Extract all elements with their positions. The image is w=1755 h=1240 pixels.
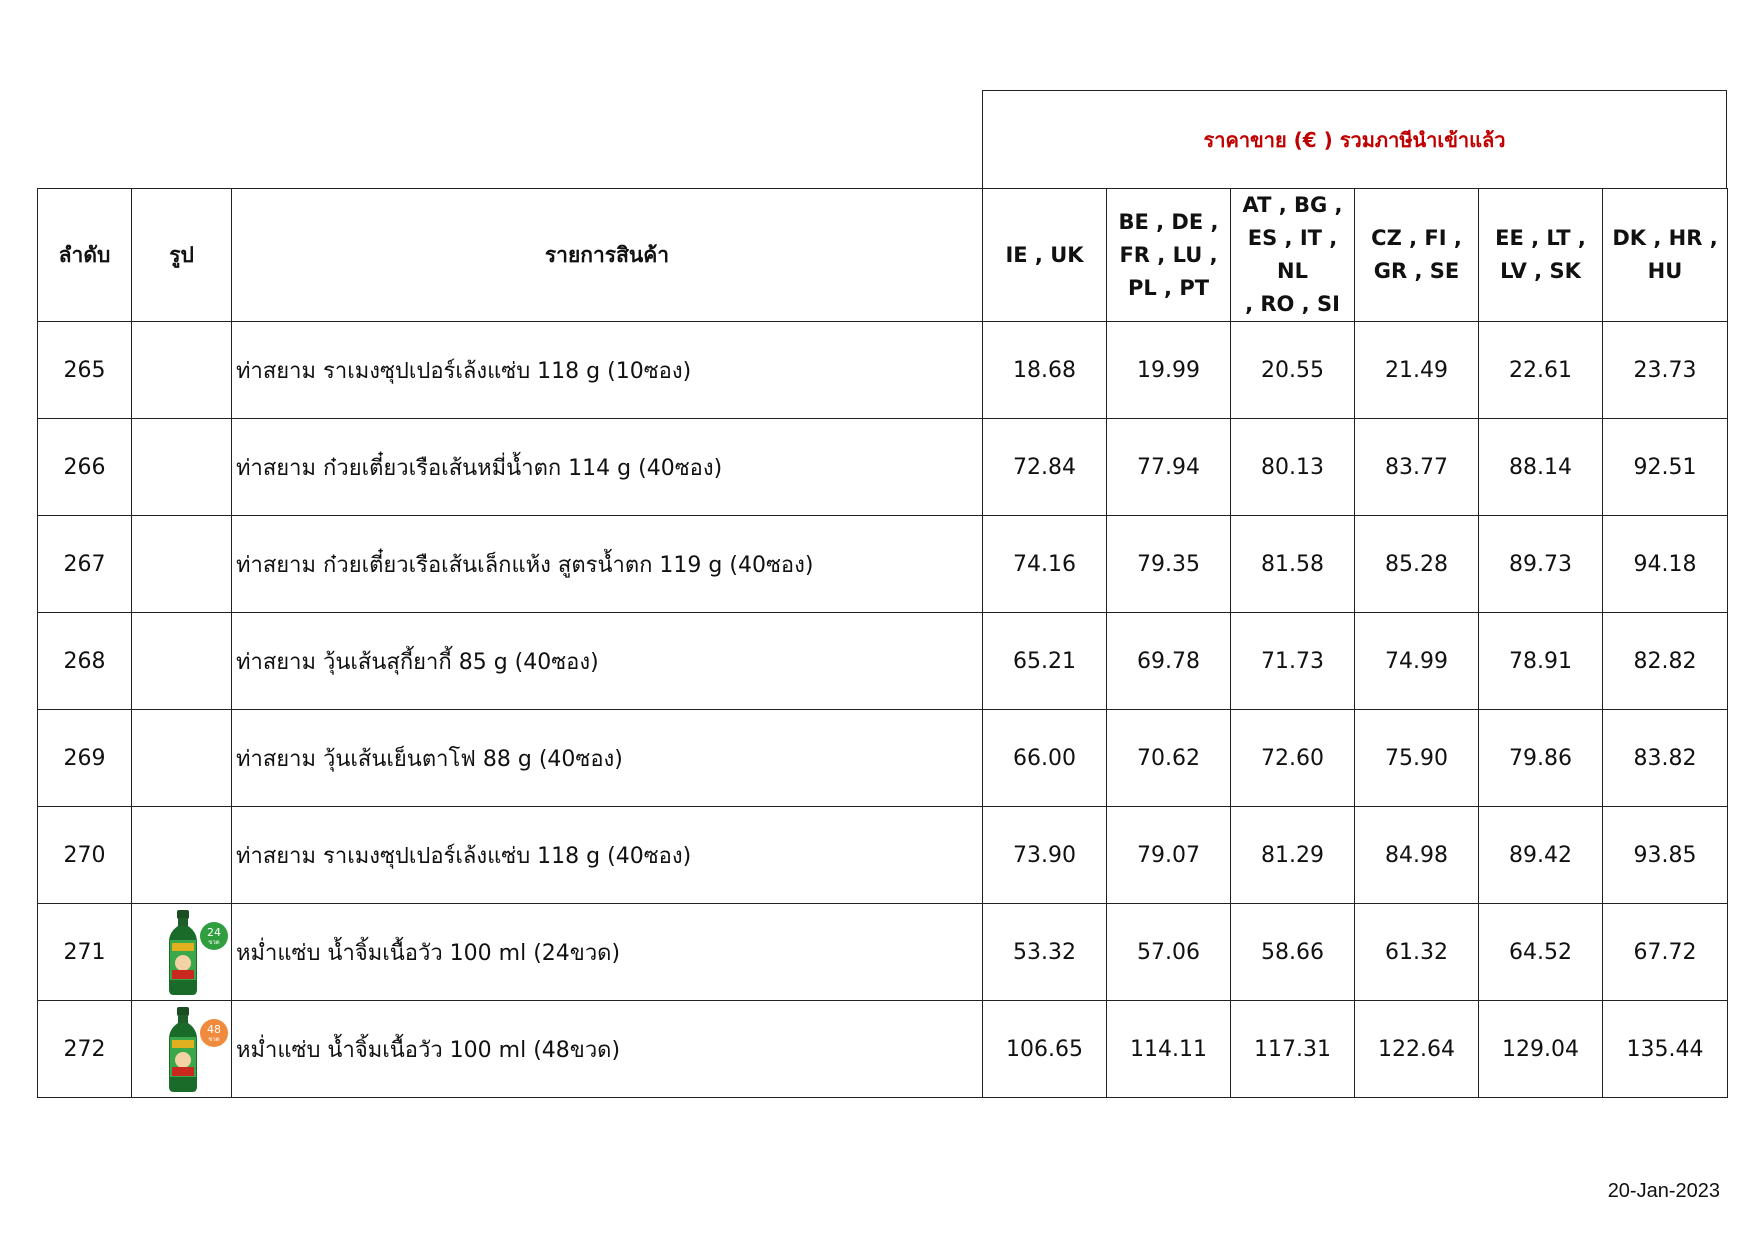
seq-cell: 267 xyxy=(38,516,132,613)
region-line: , RO , SI xyxy=(1245,292,1340,316)
image-cell xyxy=(132,613,232,710)
badge-unit: ขวด xyxy=(208,1035,220,1043)
col-region xyxy=(1231,189,1355,322)
image-cell xyxy=(132,904,232,1001)
seq-cell: 269 xyxy=(38,710,132,807)
price-cell: 21.49 xyxy=(1355,322,1479,419)
col-region xyxy=(983,189,1107,322)
col-seq: ลำดับ xyxy=(38,189,132,322)
badge-count: 48 xyxy=(207,1022,221,1036)
price-cell: 72.84 xyxy=(983,419,1107,516)
seq-cell: 265 xyxy=(38,322,132,419)
price-cell: 83.82 xyxy=(1603,710,1728,807)
image-cell xyxy=(132,807,232,904)
price-cell: 70.62 xyxy=(1107,710,1231,807)
price-cell: 85.28 xyxy=(1355,516,1479,613)
price-cell: 22.61 xyxy=(1479,322,1603,419)
product-name-cell: ท่าสยาม ก๋วยเตี๋ยวเรือเส้นหมี่น้ำตก 114 g (40ซอง) xyxy=(232,419,983,516)
region-line: CZ , FI , xyxy=(1371,226,1462,250)
price-cell: 92.51 xyxy=(1603,419,1728,516)
quantity-badge xyxy=(200,922,228,950)
region-line: PL , PT xyxy=(1127,275,1210,300)
price-cell: 64.52 xyxy=(1479,904,1603,1001)
image-cell xyxy=(132,1001,232,1098)
seq-cell: 266 xyxy=(38,419,132,516)
price-cell: 20.55 xyxy=(1231,322,1355,419)
table-row xyxy=(38,613,1728,710)
table-row xyxy=(38,419,1728,516)
region-line: AT , BG , xyxy=(1242,193,1343,217)
price-cell: 67.72 xyxy=(1603,904,1728,1001)
image-cell xyxy=(132,516,232,613)
product-name-cell: ท่าสยาม ราเมงซุปเปอร์เล้งแซ่บ 118 g (10ซอง) xyxy=(232,322,983,419)
price-cell: 106.65 xyxy=(983,1001,1107,1098)
price-cell: 81.29 xyxy=(1231,807,1355,904)
header-row xyxy=(38,189,1728,322)
region-line: HU xyxy=(1647,259,1683,283)
region-line: IE , UK xyxy=(1005,242,1084,267)
product-name-cell: ท่าสยาม ราเมงซุปเปอร์เล้งแซ่บ 118 g (40ซอง) xyxy=(232,807,983,904)
price-cell: 23.73 xyxy=(1603,322,1728,419)
badge-count: 24 xyxy=(207,925,221,939)
product-name-cell: ท่าสยาม วุ้นเส้นสุกี้ยากี้ 85 g (40ซอง) xyxy=(232,613,983,710)
price-cell: 82.82 xyxy=(1603,613,1728,710)
product-name-cell: หม่ำแซ่บ น้ำจิ้มเนื้อวัว 100 ml (24ขวด) xyxy=(232,904,983,1001)
seq-cell: 272 xyxy=(38,1001,132,1098)
seq-cell: 270 xyxy=(38,807,132,904)
image-cell xyxy=(132,419,232,516)
table-row xyxy=(38,1001,1728,1098)
seq-cell: 271 xyxy=(38,904,132,1001)
table-row xyxy=(38,322,1728,419)
price-cell: 74.16 xyxy=(983,516,1107,613)
price-cell: 66.00 xyxy=(983,710,1107,807)
price-cell: 69.78 xyxy=(1107,613,1231,710)
price-header-title: ราคาขาย (€ ) รวมภาษีนำเข้าแล้ว xyxy=(1203,127,1506,152)
price-cell: 114.11 xyxy=(1107,1001,1231,1098)
price-cell: 83.77 xyxy=(1355,419,1479,516)
price-cell: 79.86 xyxy=(1479,710,1603,807)
price-cell: 79.07 xyxy=(1107,807,1231,904)
price-cell: 79.35 xyxy=(1107,516,1231,613)
price-cell: 72.60 xyxy=(1231,710,1355,807)
col-region xyxy=(1355,189,1479,322)
product-name-cell: หม่ำแซ่บ น้ำจิ้มเนื้อวัว 100 ml (48ขวด) xyxy=(232,1001,983,1098)
col-product: รายการสินค้า xyxy=(232,189,983,322)
sauce-bottle-icon xyxy=(167,910,199,995)
col-region xyxy=(1603,189,1728,322)
region-line: BE , DE , xyxy=(1118,209,1219,234)
price-cell: 94.18 xyxy=(1603,516,1728,613)
price-cell: 65.21 xyxy=(983,613,1107,710)
price-cell: 89.42 xyxy=(1479,807,1603,904)
region-line: LV , SK xyxy=(1500,259,1581,283)
region-line: DK , HR , xyxy=(1612,226,1718,250)
price-cell: 135.44 xyxy=(1603,1001,1728,1098)
table-row xyxy=(38,516,1728,613)
price-header xyxy=(982,90,1727,188)
table-row xyxy=(38,710,1728,807)
price-cell: 74.99 xyxy=(1355,613,1479,710)
price-cell: 18.68 xyxy=(983,322,1107,419)
product-name-cell: ท่าสยาม วุ้นเส้นเย็นตาโฟ 88 g (40ซอง) xyxy=(232,710,983,807)
price-cell: 58.66 xyxy=(1231,904,1355,1001)
region-line: FR , LU , xyxy=(1119,242,1218,267)
price-cell: 53.32 xyxy=(983,904,1107,1001)
document-date: 20-Jan-2023 xyxy=(1607,1180,1720,1202)
price-cell: 61.32 xyxy=(1355,904,1479,1001)
price-cell: 80.13 xyxy=(1231,419,1355,516)
price-cell: 88.14 xyxy=(1479,419,1603,516)
price-cell: 77.94 xyxy=(1107,419,1231,516)
image-cell xyxy=(132,710,232,807)
region-line: ES , IT , NL xyxy=(1247,226,1338,283)
price-cell: 93.85 xyxy=(1603,807,1728,904)
price-cell: 75.90 xyxy=(1355,710,1479,807)
price-cell: 57.06 xyxy=(1107,904,1231,1001)
seq-cell: 268 xyxy=(38,613,132,710)
col-image: รูป xyxy=(132,189,232,322)
region-line: EE , LT , xyxy=(1495,226,1586,250)
price-cell: 81.58 xyxy=(1231,516,1355,613)
price-cell: 71.73 xyxy=(1231,613,1355,710)
col-region xyxy=(1479,189,1603,322)
price-cell: 78.91 xyxy=(1479,613,1603,710)
price-cell: 84.98 xyxy=(1355,807,1479,904)
sauce-bottle-icon xyxy=(167,1007,199,1092)
image-cell xyxy=(132,322,232,419)
badge-unit: ขวด xyxy=(208,938,220,946)
quantity-badge xyxy=(200,1019,228,1047)
product-name-cell: ท่าสยาม ก๋วยเตี๋ยวเรือเส้นเล็กแห้ง สูตรน้ำตก 119 g (40ซอง) xyxy=(232,516,983,613)
price-cell: 117.31 xyxy=(1231,1001,1355,1098)
region-line: GR , SE xyxy=(1373,259,1460,283)
price-table xyxy=(37,188,1728,1098)
col-region xyxy=(1107,189,1231,322)
table-row xyxy=(38,807,1728,904)
price-cell: 89.73 xyxy=(1479,516,1603,613)
price-cell: 129.04 xyxy=(1479,1001,1603,1098)
price-cell: 19.99 xyxy=(1107,322,1231,419)
price-cell: 122.64 xyxy=(1355,1001,1479,1098)
table-row xyxy=(38,904,1728,1001)
price-cell: 73.90 xyxy=(983,807,1107,904)
